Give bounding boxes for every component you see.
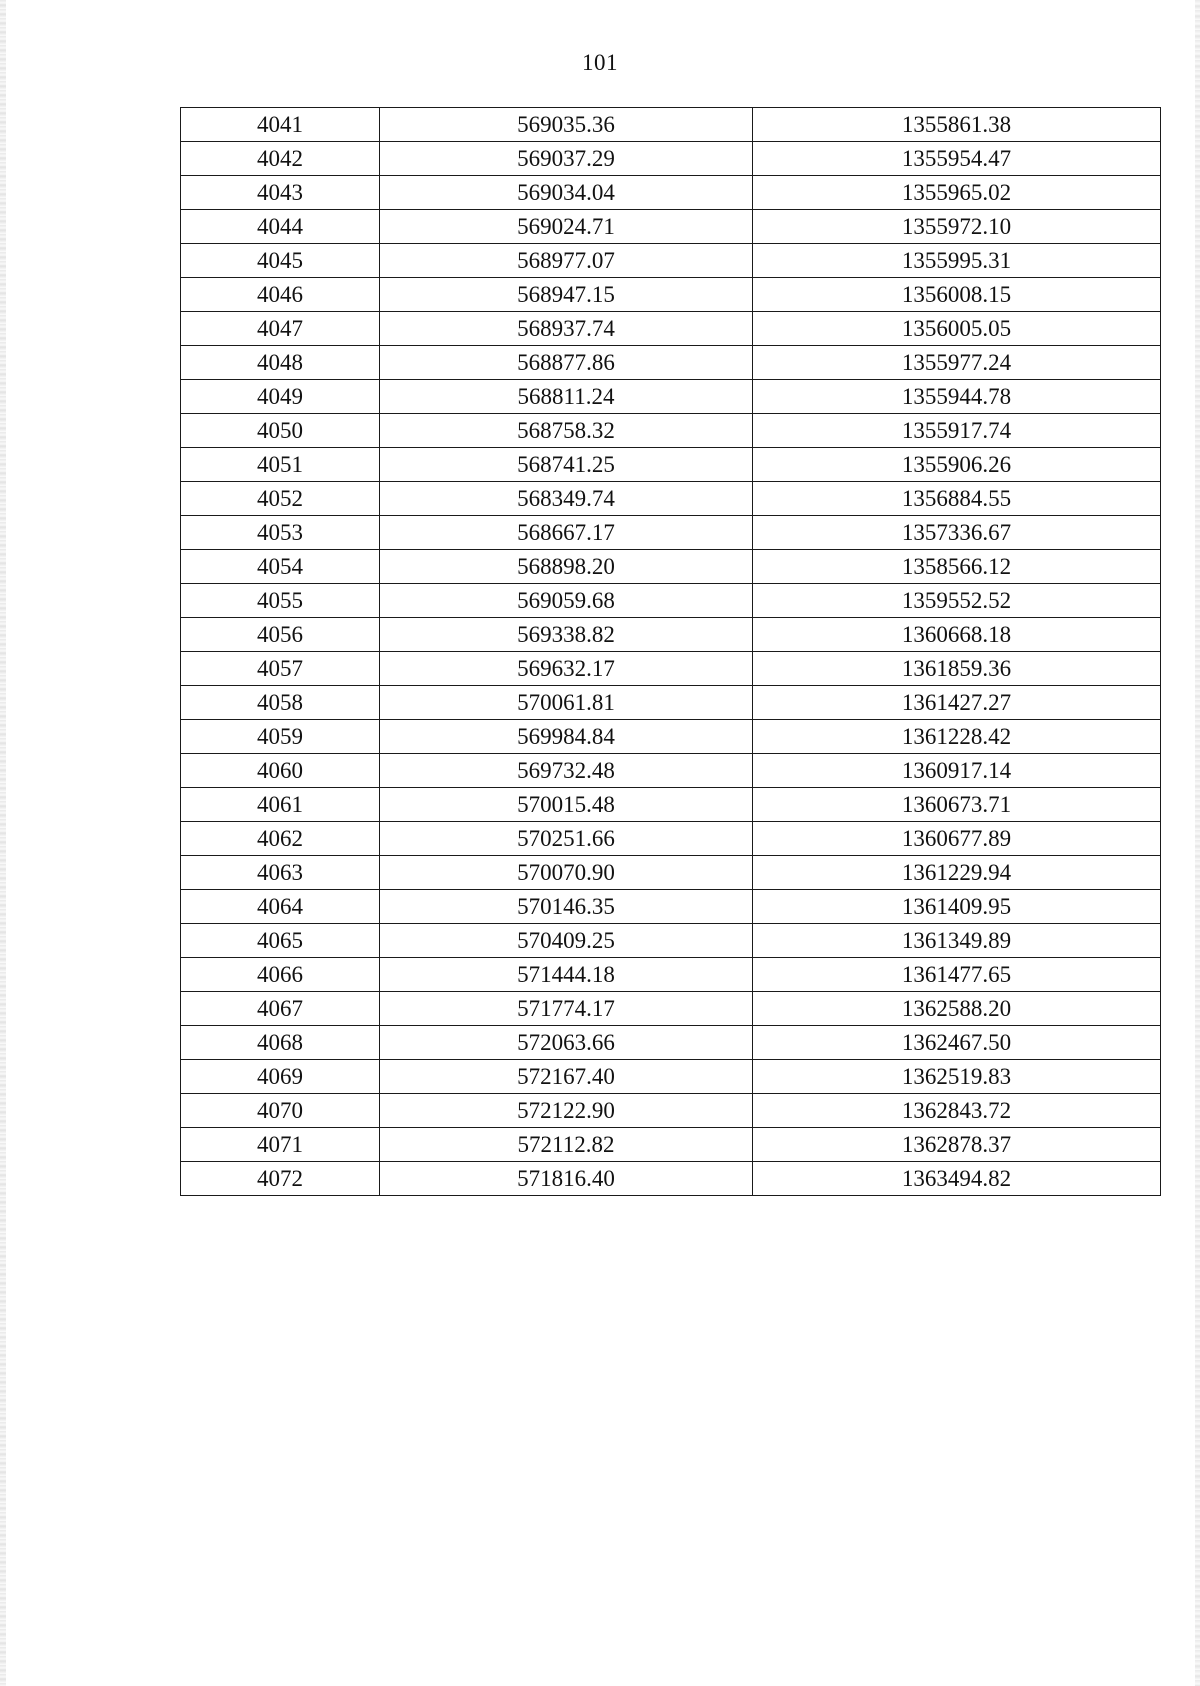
point-number-cell: 4059	[181, 720, 380, 754]
table-row	[181, 210, 1161, 244]
x-coordinate-cell: 570070.90	[380, 856, 753, 890]
table-row	[181, 856, 1161, 890]
x-coordinate-cell: 570146.35	[380, 890, 753, 924]
table-body	[181, 108, 1161, 1196]
table-row	[181, 1026, 1161, 1060]
y-coordinate-cell: 1355972.10	[753, 210, 1161, 244]
y-coordinate-cell: 1356884.55	[753, 482, 1161, 516]
y-coordinate-cell: 1355906.26	[753, 448, 1161, 482]
x-coordinate-cell: 570015.48	[380, 788, 753, 822]
x-coordinate-cell: 572112.82	[380, 1128, 753, 1162]
table-row	[181, 448, 1161, 482]
coordinates-table-container	[180, 107, 1160, 1196]
x-coordinate-cell: 569632.17	[380, 652, 753, 686]
table-row	[181, 142, 1161, 176]
table-row	[181, 380, 1161, 414]
point-number-cell: 4053	[181, 516, 380, 550]
point-number-cell: 4065	[181, 924, 380, 958]
table-row	[181, 754, 1161, 788]
point-number-cell: 4042	[181, 142, 380, 176]
table-row	[181, 108, 1161, 142]
point-number-cell: 4043	[181, 176, 380, 210]
table-row	[181, 584, 1161, 618]
point-number-cell: 4068	[181, 1026, 380, 1060]
y-coordinate-cell: 1361427.27	[753, 686, 1161, 720]
table-row	[181, 958, 1161, 992]
y-coordinate-cell: 1362467.50	[753, 1026, 1161, 1060]
y-coordinate-cell: 1361409.95	[753, 890, 1161, 924]
table-row	[181, 346, 1161, 380]
point-number-cell: 4055	[181, 584, 380, 618]
point-number-cell: 4062	[181, 822, 380, 856]
point-number-cell: 4056	[181, 618, 380, 652]
x-coordinate-cell: 569024.71	[380, 210, 753, 244]
table-row	[181, 278, 1161, 312]
point-number-cell: 4050	[181, 414, 380, 448]
table-row	[181, 1162, 1161, 1196]
y-coordinate-cell: 1355995.31	[753, 244, 1161, 278]
point-number-cell: 4057	[181, 652, 380, 686]
y-coordinate-cell: 1361229.94	[753, 856, 1161, 890]
x-coordinate-cell: 568898.20	[380, 550, 753, 584]
x-coordinate-cell: 568667.17	[380, 516, 753, 550]
table-row	[181, 822, 1161, 856]
x-coordinate-cell: 570061.81	[380, 686, 753, 720]
point-number-cell: 4070	[181, 1094, 380, 1128]
point-number-cell: 4051	[181, 448, 380, 482]
x-coordinate-cell: 569338.82	[380, 618, 753, 652]
y-coordinate-cell: 1361859.36	[753, 652, 1161, 686]
point-number-cell: 4048	[181, 346, 380, 380]
table-row	[181, 924, 1161, 958]
x-coordinate-cell: 568877.86	[380, 346, 753, 380]
point-number-cell: 4061	[181, 788, 380, 822]
y-coordinate-cell: 1360917.14	[753, 754, 1161, 788]
point-number-cell: 4052	[181, 482, 380, 516]
coordinates-table	[180, 107, 1161, 1196]
point-number-cell: 4072	[181, 1162, 380, 1196]
table-row	[181, 686, 1161, 720]
y-coordinate-cell: 1358566.12	[753, 550, 1161, 584]
point-number-cell: 4063	[181, 856, 380, 890]
x-coordinate-cell: 569037.29	[380, 142, 753, 176]
x-coordinate-cell: 568977.07	[380, 244, 753, 278]
y-coordinate-cell: 1360677.89	[753, 822, 1161, 856]
y-coordinate-cell: 1363494.82	[753, 1162, 1161, 1196]
y-coordinate-cell: 1362588.20	[753, 992, 1161, 1026]
y-coordinate-cell: 1360673.71	[753, 788, 1161, 822]
x-coordinate-cell: 570251.66	[380, 822, 753, 856]
x-coordinate-cell: 569059.68	[380, 584, 753, 618]
table-row	[181, 482, 1161, 516]
x-coordinate-cell: 568947.15	[380, 278, 753, 312]
y-coordinate-cell: 1360668.18	[753, 618, 1161, 652]
y-coordinate-cell: 1356005.05	[753, 312, 1161, 346]
table-row	[181, 720, 1161, 754]
y-coordinate-cell: 1362843.72	[753, 1094, 1161, 1128]
point-number-cell: 4041	[181, 108, 380, 142]
y-coordinate-cell: 1355944.78	[753, 380, 1161, 414]
x-coordinate-cell: 572167.40	[380, 1060, 753, 1094]
point-number-cell: 4067	[181, 992, 380, 1026]
y-coordinate-cell: 1355977.24	[753, 346, 1161, 380]
table-row	[181, 992, 1161, 1026]
x-coordinate-cell: 571816.40	[380, 1162, 753, 1196]
table-row	[181, 618, 1161, 652]
table-row	[181, 788, 1161, 822]
point-number-cell: 4064	[181, 890, 380, 924]
point-number-cell: 4049	[181, 380, 380, 414]
table-row	[181, 1128, 1161, 1162]
page-number: 101	[582, 50, 618, 75]
point-number-cell: 4060	[181, 754, 380, 788]
table-row	[181, 1094, 1161, 1128]
x-coordinate-cell: 569732.48	[380, 754, 753, 788]
table-row	[181, 312, 1161, 346]
point-number-cell: 4066	[181, 958, 380, 992]
y-coordinate-cell: 1361477.65	[753, 958, 1161, 992]
y-coordinate-cell: 1356008.15	[753, 278, 1161, 312]
table-row	[181, 176, 1161, 210]
x-coordinate-cell: 571774.17	[380, 992, 753, 1026]
x-coordinate-cell: 570409.25	[380, 924, 753, 958]
y-coordinate-cell: 1357336.67	[753, 516, 1161, 550]
y-coordinate-cell: 1355861.38	[753, 108, 1161, 142]
point-number-cell: 4046	[181, 278, 380, 312]
scan-edge-right	[1195, 0, 1200, 1686]
y-coordinate-cell: 1355917.74	[753, 414, 1161, 448]
y-coordinate-cell: 1362519.83	[753, 1060, 1161, 1094]
y-coordinate-cell: 1355965.02	[753, 176, 1161, 210]
table-row	[181, 244, 1161, 278]
x-coordinate-cell: 568937.74	[380, 312, 753, 346]
x-coordinate-cell: 569035.36	[380, 108, 753, 142]
x-coordinate-cell: 572122.90	[380, 1094, 753, 1128]
table-row	[181, 1060, 1161, 1094]
x-coordinate-cell: 568741.25	[380, 448, 753, 482]
scan-edge-left	[0, 0, 6, 1686]
point-number-cell: 4069	[181, 1060, 380, 1094]
x-coordinate-cell: 569984.84	[380, 720, 753, 754]
point-number-cell: 4058	[181, 686, 380, 720]
y-coordinate-cell: 1359552.52	[753, 584, 1161, 618]
point-number-cell: 4054	[181, 550, 380, 584]
point-number-cell: 4071	[181, 1128, 380, 1162]
x-coordinate-cell: 568811.24	[380, 380, 753, 414]
x-coordinate-cell: 568349.74	[380, 482, 753, 516]
y-coordinate-cell: 1355954.47	[753, 142, 1161, 176]
x-coordinate-cell: 572063.66	[380, 1026, 753, 1060]
y-coordinate-cell: 1361349.89	[753, 924, 1161, 958]
point-number-cell: 4044	[181, 210, 380, 244]
x-coordinate-cell: 568758.32	[380, 414, 753, 448]
table-row	[181, 652, 1161, 686]
table-row	[181, 550, 1161, 584]
x-coordinate-cell: 569034.04	[380, 176, 753, 210]
table-row	[181, 890, 1161, 924]
point-number-cell: 4045	[181, 244, 380, 278]
y-coordinate-cell: 1362878.37	[753, 1128, 1161, 1162]
point-number-cell: 4047	[181, 312, 380, 346]
table-row	[181, 516, 1161, 550]
y-coordinate-cell: 1361228.42	[753, 720, 1161, 754]
table-row	[181, 414, 1161, 448]
x-coordinate-cell: 571444.18	[380, 958, 753, 992]
